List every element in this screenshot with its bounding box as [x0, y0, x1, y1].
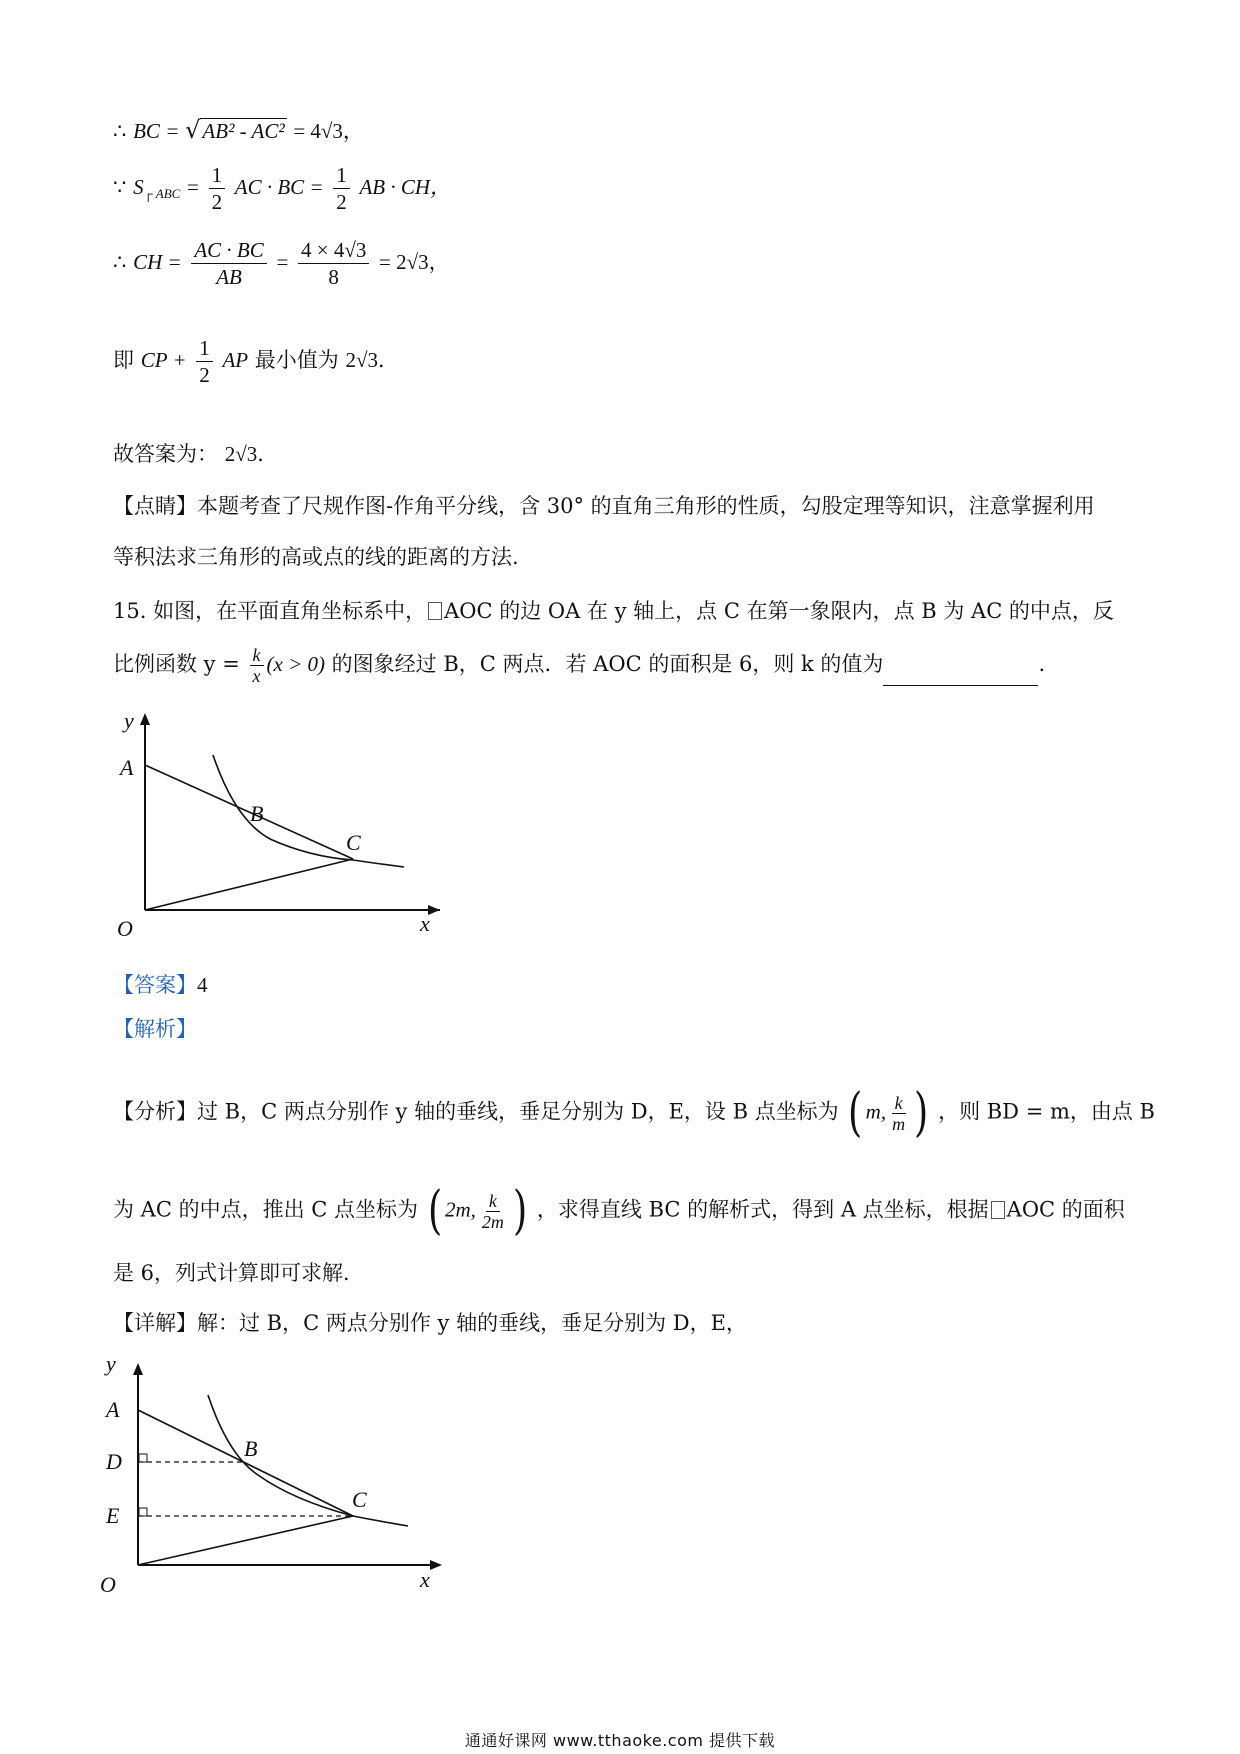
- ch-eq: =: [276, 250, 289, 274]
- bc-result: = 4√3，: [293, 119, 364, 143]
- label-a-2: A: [106, 1397, 120, 1422]
- label-b: B: [250, 801, 264, 826]
- comment-tag: 【点睛】: [113, 494, 197, 518]
- analysis-text-2b: ，求得直线 BC 的解析式，得到 A 点坐标，根据: [536, 1197, 989, 1222]
- half-fraction-2: [333, 162, 350, 215]
- answer-line: [113, 439, 278, 469]
- formula-area: [113, 162, 451, 215]
- therefore-sign: ∴: [113, 119, 127, 143]
- half-num: 1: [209, 162, 226, 189]
- analysis-text-1b: ，则 BD = m，由点 B: [938, 1099, 1155, 1124]
- area-lhs: S: [133, 175, 144, 199]
- half-num-2: 1: [333, 162, 350, 189]
- label-x: x: [420, 911, 430, 936]
- segment-oc-2: [138, 1516, 353, 1565]
- triangle-glyph-box: [428, 602, 442, 620]
- min-val: 2√3．: [345, 348, 400, 372]
- paren-close-2: ): [512, 1181, 528, 1241]
- answer-value: 4: [197, 973, 208, 997]
- detail-text: 解：过 B，C 两点分别作 y 轴的垂线，垂足分别为 D，E，: [197, 1311, 747, 1335]
- area-sub: ┌ ABC: [143, 186, 181, 201]
- x-axis-arrow-2: [430, 1560, 442, 1570]
- k-num: k: [250, 645, 264, 666]
- bc-radicand: AB² - AC²: [202, 119, 285, 143]
- label-y-2: y: [106, 1351, 116, 1376]
- label-d-2: D: [106, 1449, 122, 1474]
- domain-condition: (x > 0): [266, 652, 325, 676]
- right-angle-e: [139, 1508, 147, 1516]
- sqrt-sign: √: [185, 116, 201, 144]
- answer-tag: 【答案】: [113, 973, 197, 997]
- answer-line-value: 2√3．: [224, 442, 279, 466]
- coord-b-k: k: [892, 1093, 906, 1114]
- problem-15-line-2: [113, 645, 1045, 686]
- triangle-glyph-box-2: [991, 1201, 1005, 1219]
- problem-15-func-label: 比例函数 y =: [113, 652, 240, 676]
- analysis-text-2c: AOC 的面积: [1006, 1197, 1125, 1222]
- problem-15-text-2: 的图象经过 B，C 两点．若 AOC 的面积是 6，则 k 的值为: [331, 652, 884, 676]
- paren-open-2: (: [427, 1181, 442, 1241]
- label-o-2: O: [100, 1572, 116, 1597]
- ch-lhs: CH =: [133, 250, 182, 274]
- formula-min: [113, 335, 399, 388]
- problem-15-end: .: [1038, 652, 1046, 676]
- area-eq: =: [187, 175, 199, 199]
- paren-close: ): [914, 1083, 929, 1143]
- paren-open: (: [848, 1083, 863, 1143]
- min-half-den: 2: [199, 363, 210, 387]
- label-e-2: E: [106, 1503, 120, 1528]
- ch-num2: 4 × 4√3: [298, 237, 369, 264]
- coord-b-m: m,: [865, 1099, 887, 1124]
- half-fraction: [209, 162, 226, 215]
- label-c: C: [346, 830, 361, 855]
- segment-oc: [145, 859, 353, 910]
- problem-15-text-1: AOC 的边 OA 在 y 轴上，点 C 在第一象限内，点 B 为 AC 的中点，反: [444, 599, 1114, 623]
- bc-lhs: BC: [133, 119, 160, 143]
- because-sign: ∵: [113, 175, 127, 199]
- label-o: O: [117, 916, 133, 941]
- y-axis-arrow: [140, 713, 150, 725]
- coord-c-den: 2m: [481, 1211, 504, 1232]
- analysis-text-2a: 为 AC 的中点，推出 C 点坐标为: [113, 1197, 419, 1222]
- detail-tag: 【详解】: [113, 1311, 197, 1335]
- label-a: A: [120, 755, 134, 780]
- figure-2: [100, 1351, 448, 1605]
- half-den-2: 2: [336, 190, 347, 214]
- analysis-line-3: [113, 1258, 364, 1288]
- analysis-text-3: 是 6，列式计算即可求解．: [113, 1261, 365, 1285]
- figure-1: [110, 705, 450, 945]
- analysis-tag: 【解析】: [113, 1017, 197, 1041]
- ch-den: AB: [216, 265, 242, 289]
- x-axis-arrow: [428, 905, 440, 915]
- hyperbola-curve-2: [208, 1395, 408, 1526]
- coord-c-fraction: [479, 1191, 507, 1232]
- min-ap: AP: [222, 348, 249, 372]
- formula-ch: [113, 237, 450, 290]
- ch-result: = 2√3，: [379, 250, 450, 274]
- comment-text-2: 等积法求三角形的高或点的线的距离的方法.: [113, 545, 519, 569]
- answer-line-text: 故答案为：: [113, 442, 218, 466]
- min-half: [196, 335, 213, 388]
- problem-15-line-1: [113, 596, 1114, 626]
- bc-eq: =: [166, 119, 179, 143]
- coord-c-m: 2m,: [445, 1197, 476, 1222]
- detail-line: [113, 1308, 747, 1338]
- page-footer: 通通好课网 www.tthaoke.com 提供下载: [464, 1731, 776, 1750]
- ch-fraction-2: [298, 237, 369, 290]
- analysis-tag-line: [113, 1014, 197, 1044]
- min-pre: 即: [113, 348, 134, 372]
- comment-line-2: [113, 542, 519, 572]
- label-y: y: [124, 708, 134, 733]
- formula-bc: [113, 115, 364, 146]
- comment-line-1: [113, 491, 1095, 521]
- label-b-2: B: [244, 1436, 258, 1461]
- min-half-num: 1: [196, 335, 213, 362]
- x-den: x: [252, 666, 261, 686]
- coord-b-fraction: [889, 1093, 908, 1134]
- hyperbola-curve: [213, 755, 404, 867]
- analysis-text-1a: 过 B，C 两点分别作 y 轴的垂线，垂足分别为 D，E，设 B 点坐标为: [197, 1099, 839, 1124]
- ch-den2: 8: [328, 265, 339, 289]
- analysis-line-2: [113, 1181, 1125, 1241]
- segment-ac: [145, 765, 353, 859]
- ch-fraction: [191, 237, 266, 290]
- analysis-line-1: [113, 1083, 1155, 1143]
- label-x-2: x: [420, 1567, 430, 1592]
- y-axis-arrow-2: [133, 1363, 143, 1375]
- coord-b-den: m: [892, 1113, 906, 1134]
- right-angle-d: [139, 1454, 147, 1462]
- problem-15-intro: 15. 如图，在平面直角坐标系中，: [113, 599, 427, 623]
- coord-c-k: k: [486, 1191, 500, 1212]
- label-c-2: C: [352, 1487, 367, 1512]
- area-mid1: AC · BC =: [234, 175, 324, 199]
- area-mid2: AB · CH，: [359, 175, 452, 199]
- half-den: 2: [211, 190, 223, 214]
- ch-num: AC · BC: [191, 237, 266, 264]
- therefore-sign-2: ∴: [113, 250, 127, 274]
- analysis-label: 【分析】: [113, 1099, 197, 1124]
- segment-ac-2: [138, 1410, 353, 1516]
- k-over-x: [250, 645, 264, 686]
- answer-blank: [883, 663, 1038, 686]
- min-cp: CP +: [140, 348, 187, 372]
- comment-text-1: 本题考查了尺规作图-作角平分线，含 30° 的直角三角形的性质，勾股定理等知识，注意掌握利用: [197, 494, 1095, 518]
- min-text: 最小值为: [254, 348, 339, 372]
- answer-block: [113, 970, 208, 1000]
